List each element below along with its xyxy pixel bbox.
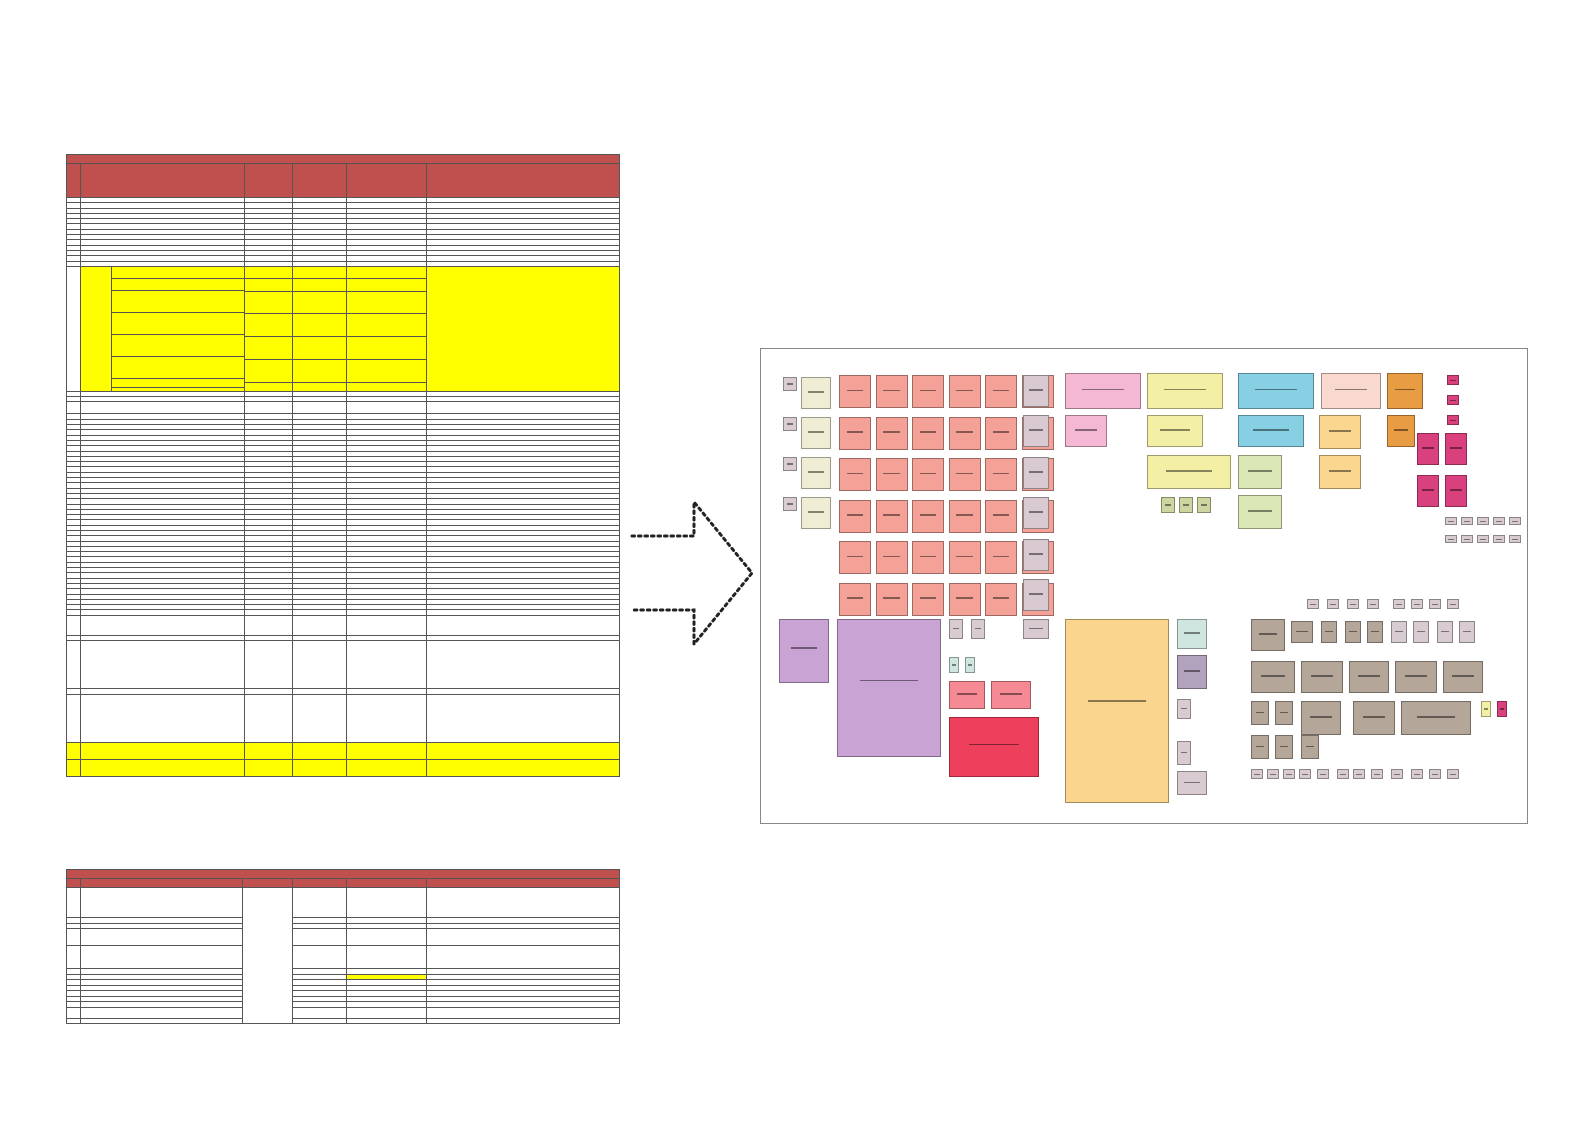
cell-qty: [293, 742, 347, 759]
special-need-room: [112, 267, 245, 279]
table-row: [67, 929, 620, 946]
cell-capacity: [347, 759, 427, 776]
plan-room: [1023, 579, 1049, 611]
cell-no: [67, 888, 81, 918]
internal-rows-a: [67, 198, 620, 267]
cell-qty: [293, 291, 347, 314]
plan-room: [949, 417, 981, 450]
plan-room: [1177, 619, 1207, 649]
cell-capacity: [347, 314, 427, 337]
plan-room: [1321, 621, 1337, 643]
plan-room: [783, 457, 797, 471]
plan-room: [912, 458, 944, 491]
plan-room: [949, 583, 981, 616]
plan-room: [1387, 415, 1415, 447]
plan-room: [1177, 771, 1207, 795]
plan-room: [912, 583, 944, 616]
cell-title: [81, 946, 243, 969]
cell-qty: [293, 641, 347, 689]
plan-room: [876, 541, 908, 574]
external-area-banner: [67, 870, 620, 879]
plan-room: [949, 681, 985, 709]
special-need-room: [112, 313, 245, 335]
plan-room: [1353, 701, 1395, 735]
plan-room: [1411, 769, 1423, 779]
plan-room: [985, 541, 1017, 574]
plan-room: [1477, 535, 1489, 543]
cell-qty: [293, 279, 347, 291]
plan-room: [801, 417, 831, 449]
plan-room: [839, 583, 871, 616]
cell-title: [81, 759, 245, 776]
plan-room: [1509, 535, 1521, 543]
table-row: [67, 742, 620, 759]
plan-room: [1393, 599, 1405, 609]
plan-room: [1447, 395, 1459, 405]
plan-room: [1267, 769, 1279, 779]
plan-room: [1349, 661, 1389, 693]
cell-area: [245, 359, 293, 382]
plan-room: [1065, 373, 1141, 409]
plan-room: [1291, 621, 1313, 643]
table-row: [67, 759, 620, 776]
plan-room: [1461, 517, 1473, 525]
cell-qty: [293, 615, 347, 635]
plan-room: [839, 458, 871, 491]
cell-remarks: [427, 929, 620, 946]
plan-room: [839, 500, 871, 533]
col-remarks: [427, 879, 620, 888]
plan-room: [839, 375, 871, 408]
cell-capacity: [347, 279, 427, 291]
table-row: [67, 1007, 620, 1018]
plan-room: [912, 541, 944, 574]
cell-title: [81, 1007, 243, 1018]
cell-area: [245, 742, 293, 759]
cell-title: [81, 888, 243, 918]
cell-title: [81, 1018, 243, 1024]
cell-area: [245, 402, 293, 414]
plan-room: [1319, 415, 1361, 449]
plan-room: [1347, 599, 1359, 609]
plan-room: [779, 619, 829, 683]
plan-room: [1401, 701, 1471, 735]
table-row: [67, 946, 620, 969]
external-area-table: [66, 869, 620, 1024]
plan-room: [1238, 373, 1314, 409]
cell-capacity: [347, 359, 427, 382]
cell-qty: [293, 929, 347, 946]
col-remarks: [427, 164, 620, 198]
table-row: [67, 1018, 620, 1024]
col-capacity: [347, 164, 427, 198]
plan-room: [1459, 621, 1475, 643]
plan-room: [1177, 741, 1191, 765]
plan-room: [1177, 655, 1207, 689]
right-arrow-icon: [628, 498, 758, 648]
plan-room: [876, 500, 908, 533]
col-area: [243, 879, 293, 888]
plan-room: [1367, 599, 1379, 609]
cell-qty: [293, 759, 347, 776]
col-capacity: [347, 879, 427, 888]
plan-room: [1275, 735, 1293, 759]
plan-room: [985, 458, 1017, 491]
cell-capacity: [347, 266, 427, 278]
cell-no: [67, 742, 81, 759]
plan-room: [1429, 769, 1441, 779]
cell-capacity: [347, 291, 427, 314]
plan-room: [1321, 373, 1381, 409]
cell-remarks: [427, 888, 620, 918]
plan-room: [1301, 735, 1319, 759]
plan-room: [1345, 621, 1361, 643]
cell-area: [245, 615, 293, 635]
plan-room: [1327, 599, 1339, 609]
plan-room: [783, 417, 797, 431]
cell-qty: [293, 1018, 347, 1024]
cell-capacity: [347, 929, 427, 946]
plan-room: [1275, 701, 1293, 725]
plan-room: [1251, 701, 1269, 725]
plan-room: [1411, 599, 1423, 609]
plan-room: [985, 417, 1017, 450]
special-need-cell: [81, 266, 245, 391]
cell-area: [245, 337, 293, 360]
plan-room: [1023, 497, 1049, 529]
special-need-room: [112, 357, 245, 379]
cell-qty: [293, 266, 347, 278]
cell-remarks: [427, 1018, 620, 1024]
special-need-subtitles: [112, 267, 245, 391]
col-net-floor-area: [245, 164, 293, 198]
plan-room: [1179, 497, 1193, 513]
plan-room: [971, 619, 985, 639]
special-need-block: [67, 266, 620, 391]
plan-room: [1147, 455, 1231, 489]
cell-capacity: [347, 337, 427, 360]
cell-capacity: [347, 742, 427, 759]
special-need-remarks: [427, 266, 620, 391]
plan-room: [949, 375, 981, 408]
plan-room: [949, 717, 1039, 777]
plan-room: [1161, 497, 1175, 513]
plan-room: [985, 583, 1017, 616]
plan-room: [1413, 621, 1429, 643]
plan-room: [1447, 375, 1459, 385]
plan-room: [1317, 769, 1329, 779]
cell-capacity: [347, 1007, 427, 1018]
plan-room: [1493, 517, 1505, 525]
plan-room: [1299, 769, 1311, 779]
cell-capacity: [347, 694, 427, 742]
plan-room: [1447, 415, 1459, 425]
plan-room: [1251, 619, 1285, 651]
plan-room: [1461, 535, 1473, 543]
plan-room: [1353, 769, 1365, 779]
cell-area: [245, 279, 293, 291]
plan-room: [949, 541, 981, 574]
cell-title: [81, 929, 243, 946]
cell-title: [81, 694, 245, 742]
cell-capacity: [347, 946, 427, 969]
plan-room: [876, 583, 908, 616]
cell-qty: [293, 1007, 347, 1018]
cell-capacity: [347, 1018, 427, 1024]
col-room-title: [81, 879, 243, 888]
plan-room: [912, 375, 944, 408]
plan-room: [1319, 455, 1361, 489]
plan-room: [991, 681, 1031, 709]
plan-room: [1238, 495, 1282, 529]
cell-remarks: [427, 402, 620, 414]
plan-room: [1023, 457, 1049, 489]
plan-room: [1445, 535, 1457, 543]
special-need-room: [112, 335, 245, 357]
cell-no: [67, 615, 81, 635]
plan-room: [912, 500, 944, 533]
plan-room: [1197, 497, 1211, 513]
cell-remarks: [427, 946, 620, 969]
plan-room: [1301, 701, 1341, 735]
cell-title: [81, 641, 245, 689]
plan-room: [1387, 373, 1423, 409]
col-quantity: [293, 164, 347, 198]
table-row: [67, 641, 620, 689]
plan-room: [985, 375, 1017, 408]
plan-room: [1023, 539, 1049, 571]
plan-room: [949, 619, 963, 639]
cell-title: [81, 742, 245, 759]
table-row: [67, 888, 620, 918]
col-space-title: [81, 164, 245, 198]
special-need-room: [112, 379, 245, 388]
plan-room: [783, 497, 797, 511]
plan-room: [1417, 475, 1439, 507]
plan-room: [801, 497, 831, 529]
special-need-room: [112, 279, 245, 291]
plan-room: [1395, 661, 1437, 693]
internal-area-table: [66, 154, 620, 777]
plan-room: [1391, 621, 1407, 643]
cell-capacity: [347, 641, 427, 689]
col-no: [67, 879, 81, 888]
cell-remarks: [427, 742, 620, 759]
plan-room: [1391, 769, 1403, 779]
plan-room: [1307, 599, 1319, 609]
cell-area: [245, 694, 293, 742]
cell-area: [245, 641, 293, 689]
plan-room: [1023, 415, 1049, 447]
plan-room: [1443, 661, 1483, 693]
plan-room: [837, 619, 941, 757]
plan-room: [1445, 475, 1467, 507]
cell-capacity: [347, 382, 427, 391]
plan-room: [1065, 415, 1107, 447]
plan-room: [1023, 619, 1049, 639]
cell-no: [67, 641, 81, 689]
plan-room: [1147, 415, 1203, 447]
plan-room: [1177, 699, 1191, 719]
plan-room: [949, 458, 981, 491]
internal-rows-b: [67, 391, 620, 776]
cell-no: [67, 929, 81, 946]
internal-area-banner: [67, 155, 620, 164]
plan-room: [1301, 661, 1343, 693]
plan-room: [1447, 599, 1459, 609]
cell-qty: [293, 888, 347, 918]
cell-no: [67, 759, 81, 776]
drawn-area-plan: [760, 348, 1528, 824]
plan-room: [1238, 455, 1282, 489]
plan-room: [1367, 621, 1383, 643]
cell-remarks: [427, 759, 620, 776]
cell-no: [67, 946, 81, 969]
cell-qty: [293, 946, 347, 969]
plan-room: [1481, 701, 1491, 717]
plan-room: [1337, 769, 1349, 779]
cell-no: [67, 1018, 81, 1024]
plan-room: [801, 377, 831, 409]
col-no: [67, 164, 81, 198]
plan-room: [876, 417, 908, 450]
cell-qty: [293, 402, 347, 414]
plan-room: [1147, 373, 1223, 409]
cell-area: [245, 759, 293, 776]
cell-title: [81, 402, 245, 414]
plan-room: [965, 657, 975, 673]
cell-qty: [293, 337, 347, 360]
cell-capacity: [347, 402, 427, 414]
cell-remarks: [427, 615, 620, 635]
plan-room: [876, 458, 908, 491]
special-need-room: [112, 291, 245, 313]
plan-room: [1437, 621, 1453, 643]
row-no: [67, 266, 81, 391]
plan-room: [1477, 517, 1489, 525]
plan-room: [1417, 433, 1439, 465]
cell-area: [245, 382, 293, 391]
cell-remarks: [427, 1007, 620, 1018]
plan-room: [1251, 735, 1269, 759]
cell-area: [245, 314, 293, 337]
cell-area-note: [243, 888, 293, 1024]
plan-room: [1371, 769, 1383, 779]
plan-room: [801, 457, 831, 489]
plan-room: [1251, 661, 1295, 693]
plan-room: [839, 417, 871, 450]
plan-room: [1065, 619, 1169, 803]
cell-capacity: [347, 615, 427, 635]
plan-room: [1445, 517, 1457, 525]
plan-room: [839, 541, 871, 574]
special-need-label: [81, 267, 112, 391]
plan-room: [1251, 769, 1263, 779]
plan-room: [1493, 535, 1505, 543]
table-row: [67, 266, 620, 278]
plan-room: [949, 500, 981, 533]
plan-room: [876, 375, 908, 408]
plan-room: [1497, 701, 1507, 717]
table-row: [67, 615, 620, 635]
plan-room: [783, 377, 797, 391]
plan-room: [949, 657, 959, 673]
cell-no: [67, 694, 81, 742]
plan-room: [1445, 433, 1467, 465]
table-row: [67, 402, 620, 414]
plan-room: [1429, 599, 1441, 609]
cell-qty: [293, 314, 347, 337]
cell-remarks: [427, 694, 620, 742]
cell-capacity: [347, 888, 427, 918]
cell-remarks: [427, 641, 620, 689]
cell-area: [245, 266, 293, 278]
cell-area: [245, 291, 293, 314]
plan-room: [1023, 375, 1049, 407]
cell-no: [67, 1007, 81, 1018]
table-row: [67, 694, 620, 742]
plan-room: [1447, 769, 1459, 779]
plan-room: [985, 500, 1017, 533]
cell-qty: [293, 359, 347, 382]
external-rows: [67, 888, 620, 1024]
cell-qty: [293, 694, 347, 742]
cell-no: [67, 402, 81, 414]
plan-room: [912, 417, 944, 450]
cell-title: [81, 615, 245, 635]
plan-room: [1509, 517, 1521, 525]
col-number: [293, 879, 347, 888]
plan-room: [1238, 415, 1304, 447]
plan-room: [1283, 769, 1295, 779]
cell-qty: [293, 382, 347, 391]
